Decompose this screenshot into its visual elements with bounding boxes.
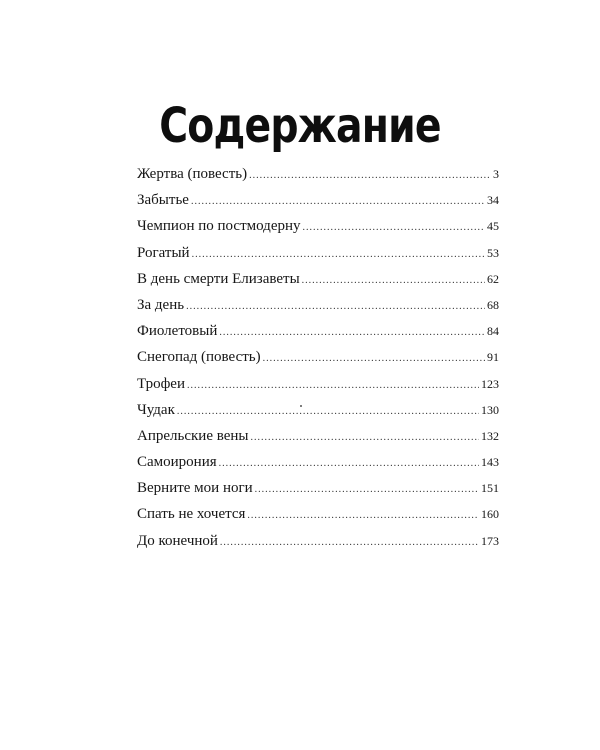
toc-entry-title: Трофеи <box>137 375 185 392</box>
scan-speck <box>300 405 302 407</box>
toc-entry-title: Чудак <box>137 401 175 418</box>
toc-leader-dots <box>187 380 479 391</box>
toc-entry-page: 173 <box>481 533 499 548</box>
toc-entry <box>137 245 499 271</box>
toc-entry <box>137 349 499 375</box>
toc-entry <box>137 376 499 402</box>
toc-leader-dots <box>263 353 485 364</box>
toc-entry <box>137 428 499 454</box>
toc-entry-title: Верните мои ноги <box>137 480 253 497</box>
toc-entry-title: Спать не хочется <box>137 506 246 523</box>
toc-entry-title: В день смерти Елизаветы <box>137 270 300 287</box>
toc-entry <box>137 480 499 506</box>
toc-entry-page: 143 <box>481 455 499 470</box>
toc-entry-title: Снегопад (повесть) <box>137 349 261 366</box>
toc-entry-page: 3 <box>493 167 499 181</box>
toc-entry-page: 123 <box>481 376 499 391</box>
toc-entry-title: Самоирония <box>137 454 217 471</box>
toc-leader-dots <box>219 327 485 338</box>
toc-entry-title: Рогатый <box>137 244 190 261</box>
table-of-contents <box>137 166 499 559</box>
toc-entry <box>137 192 499 218</box>
toc-entry <box>137 218 499 244</box>
toc-entry-title: Забытье <box>137 192 189 209</box>
toc-leader-dots <box>191 196 485 207</box>
toc-entry <box>137 271 499 297</box>
toc-entry-title: Жертва (повесть) <box>137 166 248 182</box>
toc-leader-dots <box>219 458 479 469</box>
toc-entry-page: 151 <box>481 481 499 496</box>
toc-entry-page: 130 <box>481 402 499 417</box>
toc-leader-dots <box>249 170 491 181</box>
toc-entry-page: 68 <box>487 297 499 312</box>
toc-entry <box>137 323 499 349</box>
toc-entry <box>137 297 499 323</box>
toc-entry-title: Чемпион по постмодерну <box>137 218 301 235</box>
toc-leader-dots <box>303 222 486 233</box>
toc-entry-title: Апрельские вены <box>137 427 249 444</box>
toc-leader-dots <box>302 275 485 286</box>
toc-entry-page: 84 <box>487 324 499 339</box>
toc-entry-page: 34 <box>487 193 499 208</box>
toc-leader-dots <box>247 510 479 521</box>
toc-entry-title: До конечной <box>137 532 218 549</box>
toc-entry-title: Фиолетовый <box>137 323 218 340</box>
toc-leader-dots <box>177 406 479 417</box>
toc-entry <box>137 402 499 428</box>
toc-entry-page: 160 <box>481 507 499 522</box>
toc-entry-title: За день <box>137 296 185 313</box>
toc-leader-dots <box>250 432 479 443</box>
toc-entry-page: 91 <box>487 350 499 365</box>
toc-entry-page: 53 <box>487 245 499 260</box>
toc-leader-dots <box>186 301 485 312</box>
toc-leader-dots <box>220 537 479 548</box>
toc-entry-page: 45 <box>487 219 499 234</box>
toc-entry-page: 132 <box>481 428 499 443</box>
toc-entry <box>137 533 499 559</box>
toc-leader-dots <box>192 249 485 260</box>
toc-leader-dots <box>255 484 479 495</box>
toc-entry-page: 62 <box>487 271 499 286</box>
toc-entry <box>137 454 499 480</box>
toc-entry <box>137 506 499 532</box>
toc-entry <box>137 166 499 192</box>
page-title: Содержание <box>159 98 441 155</box>
